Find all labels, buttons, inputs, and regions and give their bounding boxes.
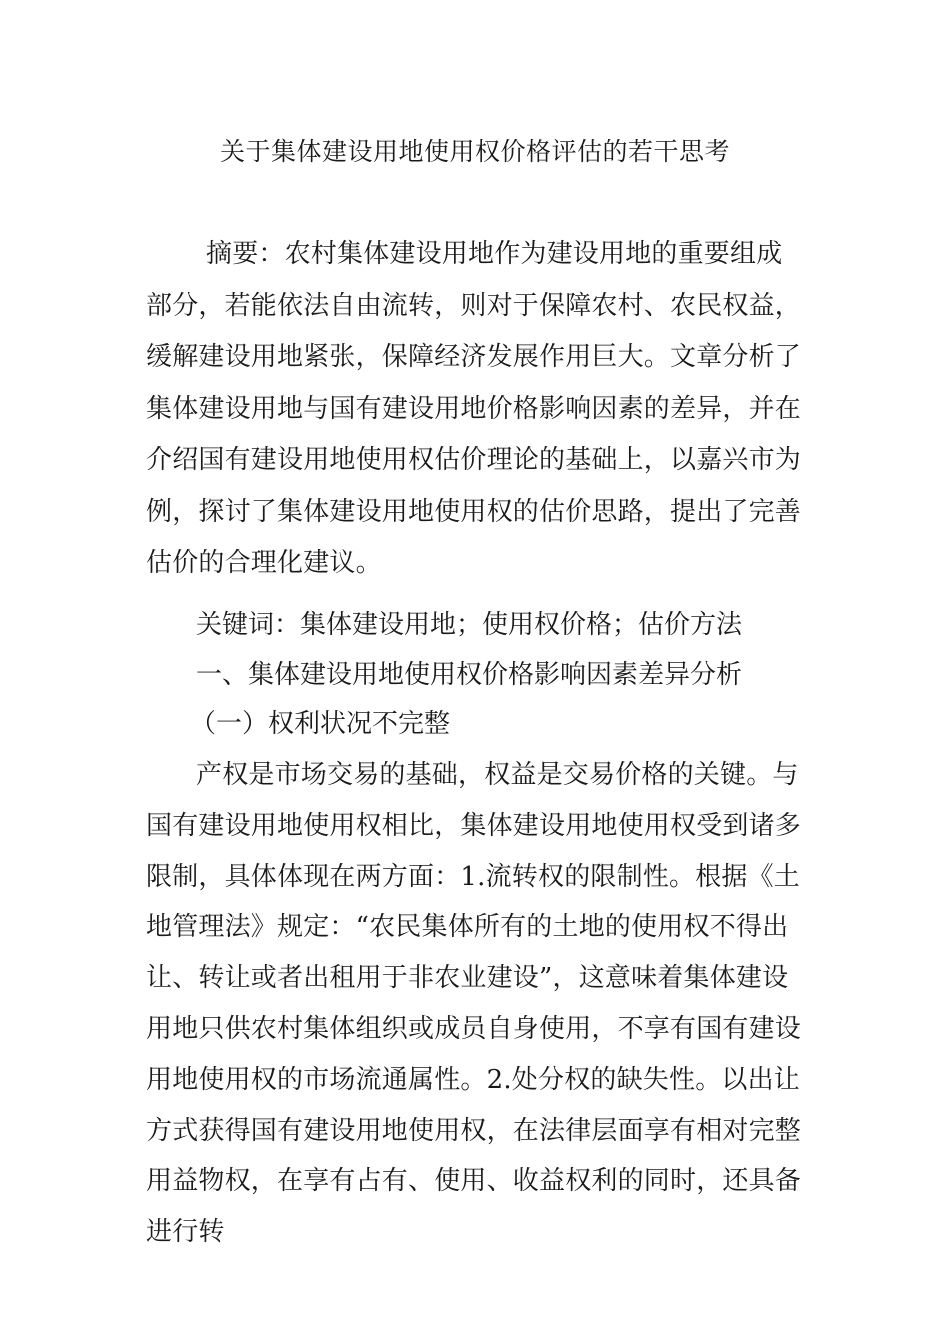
keywords-line: 关键词：集体建设用地；使用权价格；估价方法: [196, 610, 743, 640]
abstract-paragraph: 摘要：农村集体建设用地作为建设用地的重要组成部分，若能依法自由流转，则对于保障农村、农民权益，缓解建设用地紧张，保障经济发展作用巨大。文章分析了集体建设用地与国有建设用地价格影响因素的差异，并在介绍国有建设用地使用权估价理论的基础上，以嘉兴市为例，探讨了集体建设用地使用权的估价思路，提出了完善估价的合理化建议。: [146, 239, 802, 578]
body-paragraph: 产权是市场交易的基础，权益是交易价格的关键。与国有建设用地使用权相比，集体建设用地使用权受到诸多限制，具体体现在两方面：1.流转权的限制性。根据《土地管理法》规定：“农民集体所有的土地的使用权不得出让、转让或者出租用于非农业建设”，这意味着集体建设用地只供农村集体组织或成员自身使用，不享有国有建设用地使用权的市场流通属性。2.处分权的缺失性。以出让方式获得国有建设用地使用权，在法律层面享有相对完整用益物权，在享有占有、使用、收益权利的同时，还具备进行转: [146, 760, 802, 1248]
subsection-heading: （一）权利状况不完整: [190, 709, 451, 739]
section-heading: 一、集体建设用地使用权价格影响因素差异分析: [196, 660, 743, 690]
document-title: 关于集体建设用地使用权价格评估的若干思考: [219, 137, 730, 166]
